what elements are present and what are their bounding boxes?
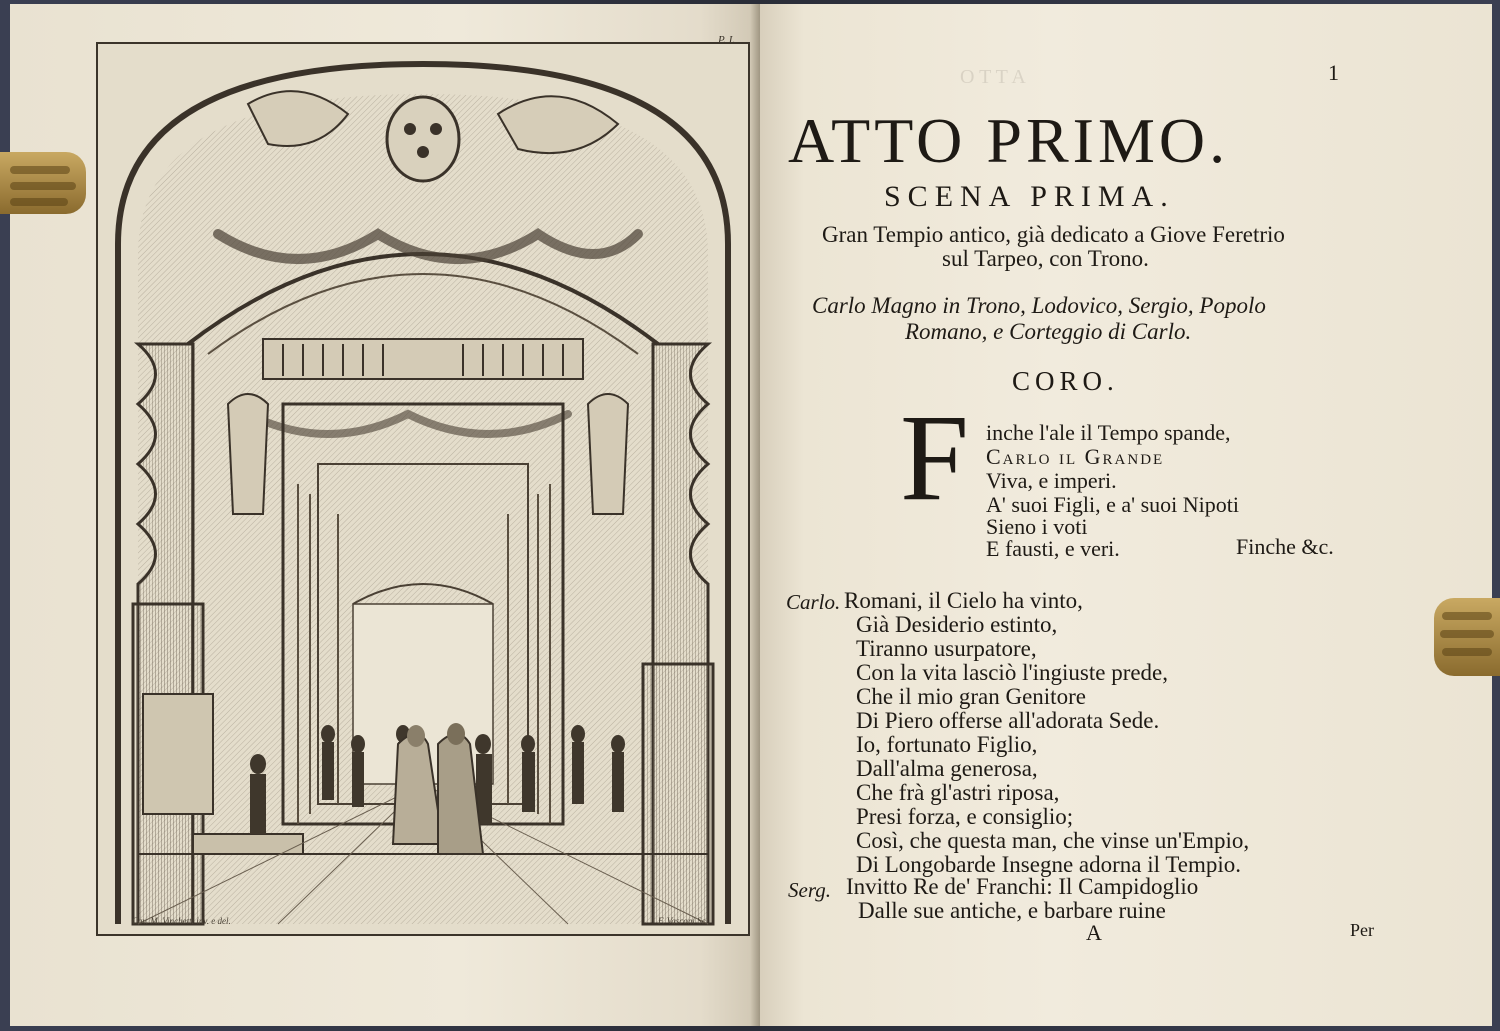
- verse-line: Già Desiderio estinto,: [856, 612, 1058, 637]
- plate-engraver-credit: F. Vasconi Sc.: [658, 916, 708, 926]
- plate-number: P. I.: [718, 34, 736, 46]
- characters-line: Romano, e Corteggio di Carlo.: [905, 319, 1192, 344]
- verse-line: Così, che questa man, che vinse un'Empio,: [856, 828, 1250, 853]
- plate-inventor-credit: Cav. M. Vinchetti inv. e del.: [132, 916, 231, 926]
- page-number: 1: [1328, 60, 1339, 85]
- catchword: Per: [1350, 920, 1374, 940]
- chorus-line: inche l'ale il Tempo spande,: [986, 420, 1231, 445]
- chorus-refrain: Finche &c.: [1236, 534, 1334, 559]
- chorus-line: Sieno i voti: [986, 514, 1088, 539]
- chorus-line: E fausti, e veri.: [986, 536, 1120, 561]
- brass-clasp-right: [1434, 598, 1500, 676]
- verse-line: Dall'alma generosa,: [856, 756, 1038, 781]
- verse-line: Di Longobarde Insegne adorna il Tempio.: [856, 852, 1242, 877]
- chorus-heading: CORO.: [1012, 366, 1119, 396]
- verse-line: Di Piero offerse all'adorata Sede.: [856, 708, 1160, 733]
- chorus-line: Carlo il Grande: [986, 444, 1165, 469]
- signature-mark: A: [1086, 920, 1102, 945]
- act-title: ATTO PRIMO.: [788, 105, 1230, 176]
- scene-title: SCENA PRIMA.: [884, 180, 1175, 213]
- verse-line: Presi forza, e consiglio;: [856, 804, 1074, 829]
- chorus-line: A' suoi Figli, e a' suoi Nipoti: [986, 492, 1239, 517]
- drop-cap: F: [900, 389, 969, 526]
- verse-line: Con la vita lasciò l'ingiuste prede,: [856, 660, 1169, 685]
- speaker-name: Carlo.: [786, 590, 841, 614]
- brass-clasp-left: [0, 152, 86, 214]
- show-through-text: O T T A: [960, 66, 1026, 88]
- chorus-line: Viva, e imperi.: [986, 468, 1117, 493]
- verse-line: Che il mio gran Genitore: [856, 684, 1086, 709]
- characters-line: Carlo Magno in Trono, Lodovico, Sergio, Popolo: [812, 293, 1266, 318]
- verse-line: Che frà gl'astri riposa,: [856, 780, 1060, 805]
- verse-line: Tiranno usurpatore,: [856, 636, 1037, 661]
- temple-engraving-illustration: [98, 44, 748, 934]
- verse-line: Io, fortunato Figlio,: [856, 732, 1038, 757]
- stage-setting-line: sul Tarpeo, con Trono.: [942, 246, 1149, 271]
- speaker-name: Serg.: [788, 878, 831, 902]
- verse-line: Invitto Re de' Franchi: Il Campidoglio: [846, 874, 1199, 899]
- verse-line: Dalle sue antiche, e barbare ruine: [858, 898, 1166, 923]
- stage-setting-line: Gran Tempio antico, già dedicato a Giove Feretrio: [822, 222, 1285, 247]
- engraved-plate: [96, 42, 750, 936]
- verse-line: Romani, il Cielo ha vinto,: [844, 588, 1083, 613]
